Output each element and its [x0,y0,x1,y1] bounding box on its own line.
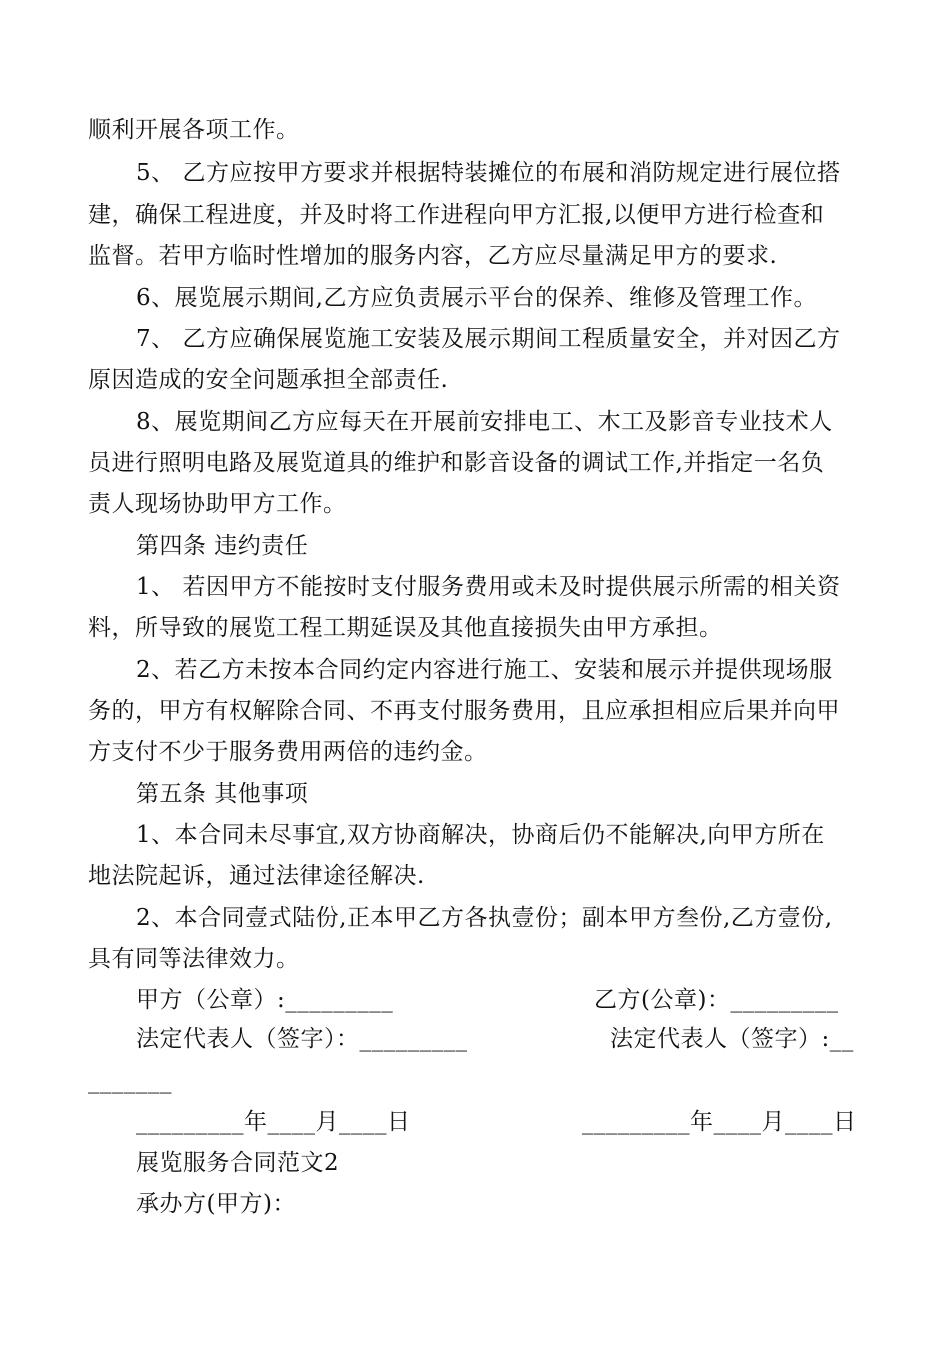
party-b-rep-field-continued: _______ [88,1068,172,1094]
article-5-item-2-line-1: 2、本合同壹式陆份,正本甲乙方各执壹份；副本甲方叁份,乙方壹份, [136,905,833,931]
clause-8-line-2: 员进行照明电路及展览道具的维护和影音设备的调试工作,并指定一名负 [88,450,825,476]
article-4-item-2-line-1: 2、若乙方未按本合同约定内容进行施工、安装和展示并提供现场服 [136,657,833,683]
clause-8-line-1: 8、展览期间乙方应每天在开展前安排电工、木工及影音专业技术人 [136,409,833,435]
article-4-item-1-line-1: 1、 若因甲方不能按时支付服务费用或未及时提供展示所需的相关资 [136,574,841,600]
party-a-seal-field: 甲方（公章）:_________ [136,987,394,1013]
party-a-date-field: _________年____月____日 [136,1109,411,1135]
article-5-item-1-line-1: 1、本合同未尽事宜,双方协商解决，协商后仍不能解决,向甲方所在 [136,822,825,848]
next-contract-title: 展览服务合同范文2 [136,1150,340,1176]
article-4-heading: 第四条 违约责任 [136,533,309,559]
article-5-item-2-line-2: 具有同等法律效力。 [88,946,300,972]
party-b-seal-field: 乙方(公章)：_________ [594,987,839,1013]
clause-5-line-2: 建，确保工程进度，并及时将工作进程向甲方汇报,以便甲方进行检查和 [88,202,825,228]
clause-7-line-1: 7、 乙方应确保展览施工安装及展示期间工程质量安全，并对因乙方 [136,326,841,352]
article-5-heading: 第五条 其他事项 [136,781,309,807]
clause-5-line-1: 5、 乙方应按甲方要求并根据特装摊位的布展和消防规定进行展位搭 [136,160,841,186]
party-b-rep-field: 法定代表人（签字）:__ [610,1026,854,1052]
clause-7-line-2: 原因造成的安全问题承担全部责任. [88,367,449,393]
clause-8-line-3: 责人现场协助甲方工作。 [88,491,347,517]
article-4-item-2-line-2: 务的，甲方有权解除合同、不再支付服务费用，且应承担相应后果并向甲 [88,698,840,724]
clause-5-line-3: 监督。若甲方临时性增加的服务内容，乙方应尽量满足甲方的要求. [88,243,778,269]
article-4-item-1-line-2: 料，所导致的展览工程工期延误及其他直接损失由甲方承担。 [88,615,723,641]
article-5-item-1-line-2: 地法院起诉，通过法律途径解决. [88,863,425,889]
organizer-party-label: 承办方(甲方)： [136,1191,296,1217]
article-4-item-2-line-3: 方支付不少于服务费用两倍的违约金。 [88,739,488,765]
clause-6-line: 6、展览展示期间,乙方应负责展示平台的保养、维修及管理工作。 [136,285,817,311]
party-a-rep-field: 法定代表人（签字）：_________ [136,1026,468,1052]
paragraph-line: 顺利开展各项工作。 [88,117,300,143]
party-b-date-field: _________年____月____日 [582,1109,857,1135]
